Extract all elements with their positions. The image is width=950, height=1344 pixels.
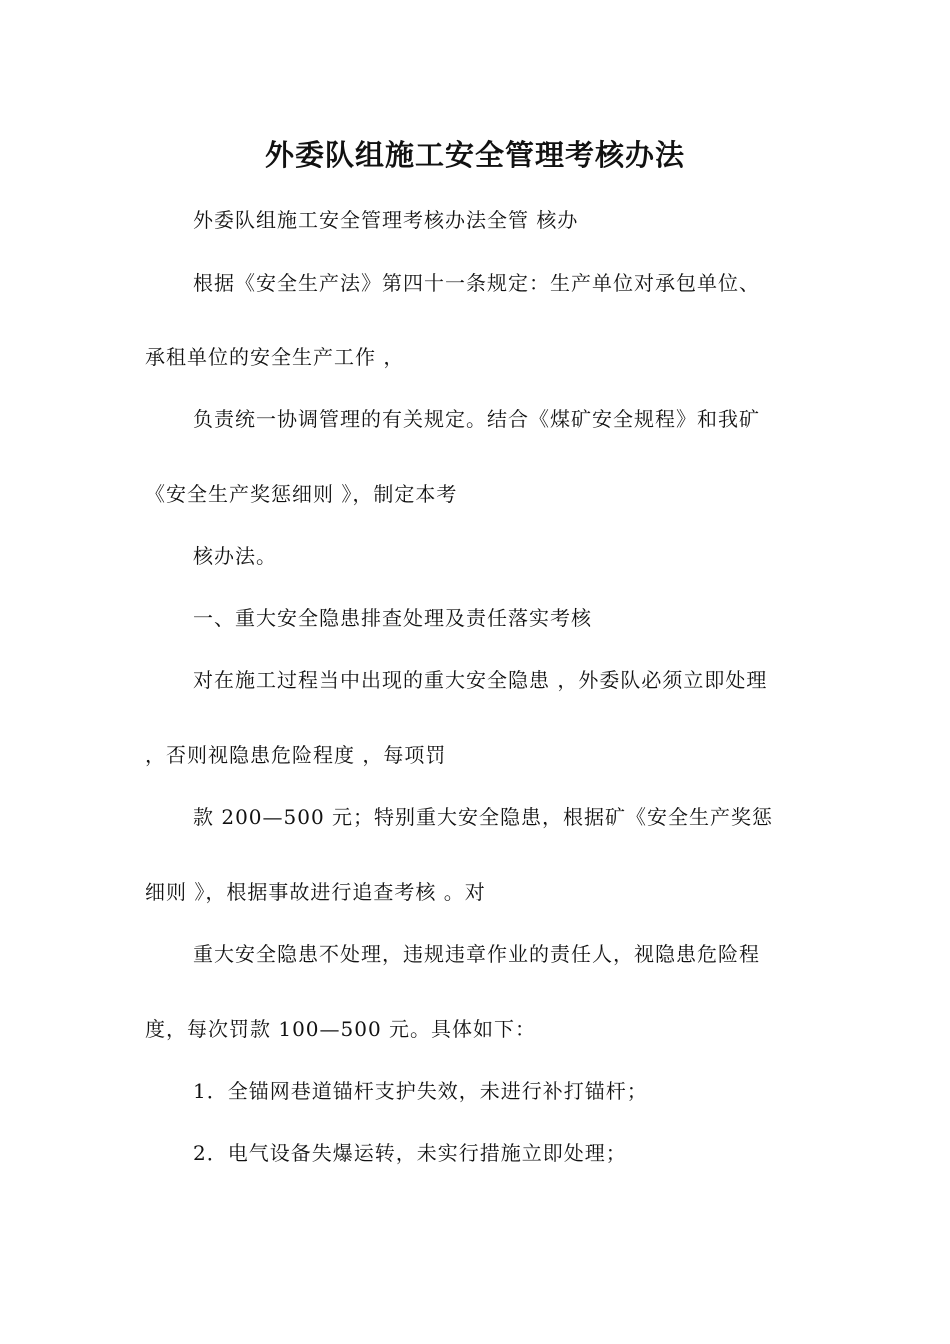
paragraph-line: 度，每次罚款 100—500 元。具体如下：: [145, 1017, 537, 1041]
paragraph-line: 核办法。: [193, 544, 277, 568]
paragraph-line: 重大安全隐患不处理，违规违章作业的责任人，视隐患危险程: [193, 942, 760, 966]
list-item: 2．电气设备失爆运转，未实行措施立即处理；: [193, 1141, 627, 1165]
paragraph-line: 款 200—500 元；特别重大安全隐患，根据矿《安全生产奖惩: [193, 805, 774, 829]
paragraph-line: 对在施工过程当中出现的重大安全隐患 ，外委队必须立即处理: [193, 668, 768, 692]
section-heading: 一、重大安全隐患排查处理及责任落实考核: [193, 606, 592, 630]
page-title: 外委队组施工安全管理考核办法: [264, 138, 685, 172]
list-item: 1．全锚网巷道锚杆支护失效，未进行补打锚杆；: [193, 1079, 648, 1103]
paragraph-line: 根据《安全生产法》第四十一条规定：生产单位对承包单位、: [193, 271, 760, 295]
paragraph-line: ，否则视隐患危险程度 ，每项罚: [145, 743, 447, 767]
paragraph-line: 外委队组施工安全管理考核办法全管 核办: [193, 208, 579, 232]
paragraph-line: 负责统一协调管理的有关规定。结合《煤矿安全规程》和我矿: [193, 407, 760, 431]
paragraph-line: 《安全生产奖惩细则 》，制定本考: [145, 482, 458, 506]
paragraph-line: 细则 》，根据事故进行追查考核 。对: [145, 880, 486, 904]
paragraph-line: 承租单位的安全生产工作 ，: [145, 345, 405, 369]
